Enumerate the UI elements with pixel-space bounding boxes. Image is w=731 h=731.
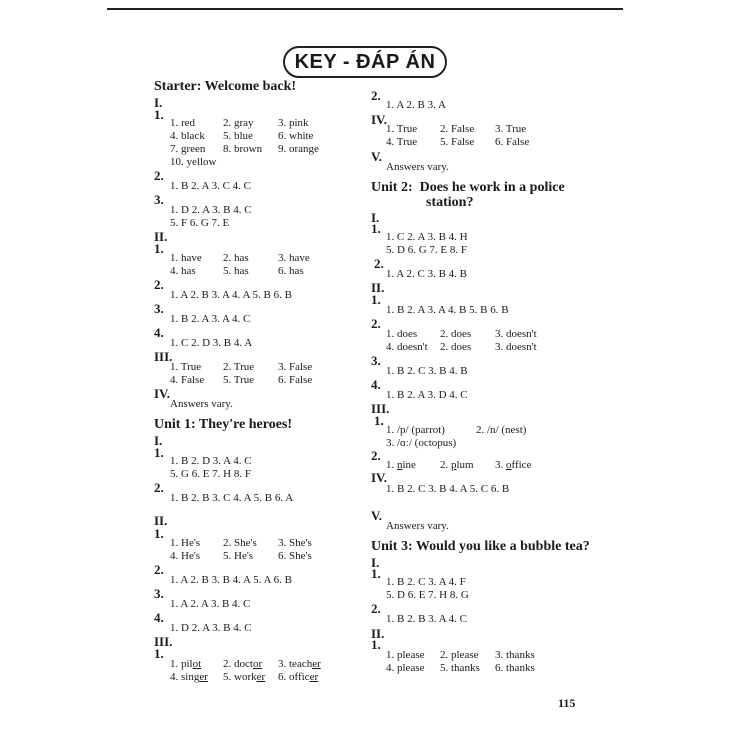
answer-item: 3. /ɑː/ (octopus) bbox=[386, 437, 457, 449]
answer-item: 4. doesn't bbox=[386, 341, 428, 353]
answer-item: 2. doctor bbox=[223, 658, 263, 670]
section-label: II. bbox=[371, 280, 385, 295]
answer-item: 8. brown bbox=[223, 143, 263, 155]
answer-item: 1. True bbox=[386, 123, 418, 135]
section-label: 2. bbox=[154, 168, 164, 183]
section-label: 1. bbox=[374, 413, 384, 428]
answer-item: 3. have bbox=[278, 252, 310, 264]
unit1-heading: Unit 1: They're heroes! bbox=[154, 417, 293, 432]
section-label: 2. bbox=[371, 316, 381, 331]
answer-item: 7. green bbox=[170, 143, 206, 155]
section-label: III. bbox=[371, 401, 390, 416]
answer-line: 1. D 2. A 3. B 4. C bbox=[170, 622, 252, 634]
answer-line: 1. A 2. B 3. A bbox=[386, 99, 446, 111]
title-box bbox=[283, 46, 447, 78]
unit2-heading-cont: station? bbox=[426, 195, 474, 210]
section-label: 2. bbox=[154, 562, 164, 577]
answer-line: 1. D 2. A 3. B 4. C bbox=[170, 204, 252, 216]
section-label: 3. bbox=[154, 301, 164, 316]
unit2-heading: Unit 2: Does he work in a police bbox=[371, 180, 565, 195]
section-label: 3. bbox=[371, 353, 381, 368]
section-label: II. bbox=[154, 229, 168, 244]
section-label: 1. bbox=[154, 526, 164, 541]
answer-item: 2. please bbox=[440, 649, 479, 661]
section-label: 1. bbox=[154, 107, 164, 122]
answer-item: 6. False bbox=[278, 374, 313, 386]
section-label: V. bbox=[371, 149, 382, 164]
answer-item: 5. has bbox=[223, 265, 249, 277]
answer-line: 5. D 6. G 7. E 8. F bbox=[386, 244, 467, 256]
answer-item: 3. teacher bbox=[278, 658, 321, 670]
answer-item: 6. officer bbox=[278, 671, 319, 683]
answer-line: 1. C 2. D 3. B 4. A bbox=[170, 337, 253, 349]
answer-item: 2. She's bbox=[223, 537, 257, 549]
answer-item: 2. plum bbox=[440, 459, 474, 471]
answer-line: 1. A 2. B 3. A 4. A 5. B 6. B bbox=[170, 289, 292, 301]
answer-item: 2. /n/ (nest) bbox=[476, 424, 527, 436]
section-label: 2. bbox=[371, 448, 381, 463]
section-label: II. bbox=[371, 626, 385, 641]
section-label: 2. bbox=[371, 88, 381, 103]
answer-line: 1. B 2. C 3. A 4. F bbox=[386, 576, 466, 588]
section-label: 1. bbox=[371, 566, 381, 581]
answer-line: 1. A 2. A 3. B 4. C bbox=[170, 598, 251, 610]
section-label: 2. bbox=[154, 480, 164, 495]
answer-line: 1. C 2. A 3. B 4. H bbox=[386, 231, 468, 243]
section-label: 4. bbox=[154, 325, 164, 340]
section-label: 4. bbox=[154, 610, 164, 625]
answer-line: 1. B 2. A 3. A 4. C bbox=[170, 313, 251, 325]
answer-line: 5. D 6. E 7. H 8. G bbox=[386, 589, 469, 601]
answer-item: 3. True bbox=[495, 123, 527, 135]
answer-item: 1. have bbox=[170, 252, 202, 264]
answer-item: 3. office bbox=[495, 459, 532, 471]
answer-item: 6. She's bbox=[278, 550, 312, 562]
answer-item: 4. please bbox=[386, 662, 425, 674]
answer-item: 3. She's bbox=[278, 537, 312, 549]
answer-item: 3. False bbox=[278, 361, 313, 373]
answer-item: 2. True bbox=[223, 361, 255, 373]
answer-item: 6. thanks bbox=[495, 662, 535, 674]
section-label: 1. bbox=[371, 637, 381, 652]
answer-item: 3. thanks bbox=[495, 649, 535, 661]
answer-item: 1. He's bbox=[170, 537, 201, 549]
answer-line: 1. B 2. D 3. A 4. C bbox=[170, 455, 252, 467]
section-label: I. bbox=[154, 433, 163, 448]
section-label: III. bbox=[154, 349, 173, 364]
answer-item: 1. red bbox=[170, 117, 196, 129]
section-label: I. bbox=[371, 210, 380, 225]
answer-item: 2. has bbox=[223, 252, 249, 264]
answer-line: 1. B 2. B 3. A 4. C bbox=[386, 613, 467, 625]
answer-item: 5. thanks bbox=[440, 662, 480, 674]
answer-item: 1. please bbox=[386, 649, 425, 661]
answer-line: Answers vary. bbox=[170, 398, 233, 410]
answer-item: 6. white bbox=[278, 130, 314, 142]
section-label: 1. bbox=[371, 221, 381, 236]
answer-line: Answers vary. bbox=[386, 520, 449, 532]
section-label: 2. bbox=[371, 601, 381, 616]
answer-line: 1. B 2. B 3. C 4. A 5. B 6. A bbox=[170, 492, 294, 504]
answer-item: 2. does bbox=[440, 341, 472, 353]
section-label: IV. bbox=[371, 112, 388, 127]
section-label: I. bbox=[371, 555, 380, 570]
section-label: III. bbox=[154, 634, 173, 649]
answer-item: 4. False bbox=[170, 374, 205, 386]
unit3-heading: Unit 3: Would you like a bubble tea? bbox=[371, 539, 590, 554]
answer-item: 1. does bbox=[386, 328, 418, 340]
starter-heading: Starter: Welcome back! bbox=[154, 79, 297, 94]
answer-item: 3. pink bbox=[278, 117, 309, 129]
answer-item: 2. does bbox=[440, 328, 472, 340]
section-label: IV. bbox=[154, 386, 171, 401]
page-number: 115 bbox=[558, 696, 576, 710]
answer-line: Answers vary. bbox=[386, 161, 449, 173]
answer-item: 5. blue bbox=[223, 130, 253, 142]
answer-item: 2. gray bbox=[223, 117, 254, 129]
section-label: 4. bbox=[371, 377, 381, 392]
answer-item: 5. He's bbox=[223, 550, 254, 562]
answer-item: 1. nine bbox=[386, 459, 416, 471]
answer-line: 1. B 2. C 3. B 4. A 5. C 6. B bbox=[386, 483, 510, 495]
answer-line: 1. A 2. C 3. B 4. B bbox=[386, 268, 467, 280]
section-label: I. bbox=[154, 95, 163, 110]
section-label: 2. bbox=[154, 277, 164, 292]
answer-item: 3. doesn't bbox=[495, 341, 537, 353]
answer-line: 1. B 2. A 3. D 4. C bbox=[386, 389, 468, 401]
section-label: IV. bbox=[371, 470, 388, 485]
top-rule bbox=[107, 8, 623, 10]
page-title: KEY - ĐÁP ÁN bbox=[294, 50, 436, 73]
answer-item: 5. worker bbox=[223, 671, 266, 683]
answer-item: 9. orange bbox=[278, 143, 319, 155]
section-label: V. bbox=[371, 508, 382, 523]
section-label: II. bbox=[154, 513, 168, 528]
answer-item: 4. has bbox=[170, 265, 196, 277]
answer-item: 1. pilot bbox=[170, 658, 202, 670]
answer-line: 1. B 2. A 3. C 4. C bbox=[170, 180, 251, 192]
section-label: 1. bbox=[371, 292, 381, 307]
answer-item: 1. /p/ (parrot) bbox=[386, 424, 445, 436]
answer-item: 5. True bbox=[223, 374, 255, 386]
answer-item: 10. yellow bbox=[170, 156, 217, 168]
answer-item: 1. True bbox=[170, 361, 202, 373]
answer-line: 1. B 2. A 3. A 4. B 5. B 6. B bbox=[386, 304, 509, 316]
section-label: 1. bbox=[154, 445, 164, 460]
answer-item: 5. False bbox=[440, 136, 475, 148]
section-label: 1. bbox=[154, 241, 164, 256]
answer-item: 4. black bbox=[170, 130, 205, 142]
section-label: 2. bbox=[374, 256, 384, 271]
answer-item: 3. doesn't bbox=[495, 328, 537, 340]
section-label: 1. bbox=[154, 646, 164, 661]
answer-line: 5. G 6. E 7. H 8. F bbox=[170, 468, 251, 480]
answer-item: 6. has bbox=[278, 265, 304, 277]
answer-line: 1. B 2. C 3. B 4. B bbox=[386, 365, 468, 377]
answer-item: 4. singer bbox=[170, 671, 208, 683]
answer-line: 5. F 6. G 7. E bbox=[170, 217, 230, 229]
answer-line: 1. A 2. B 3. B 4. A 5. A 6. B bbox=[170, 574, 292, 586]
answer-item: 6. False bbox=[495, 136, 530, 148]
answer-item: 4. He's bbox=[170, 550, 201, 562]
section-label: 3. bbox=[154, 586, 164, 601]
answer-item: 2. False bbox=[440, 123, 475, 135]
answer-item: 4. True bbox=[386, 136, 418, 148]
section-label: 3. bbox=[154, 192, 164, 207]
